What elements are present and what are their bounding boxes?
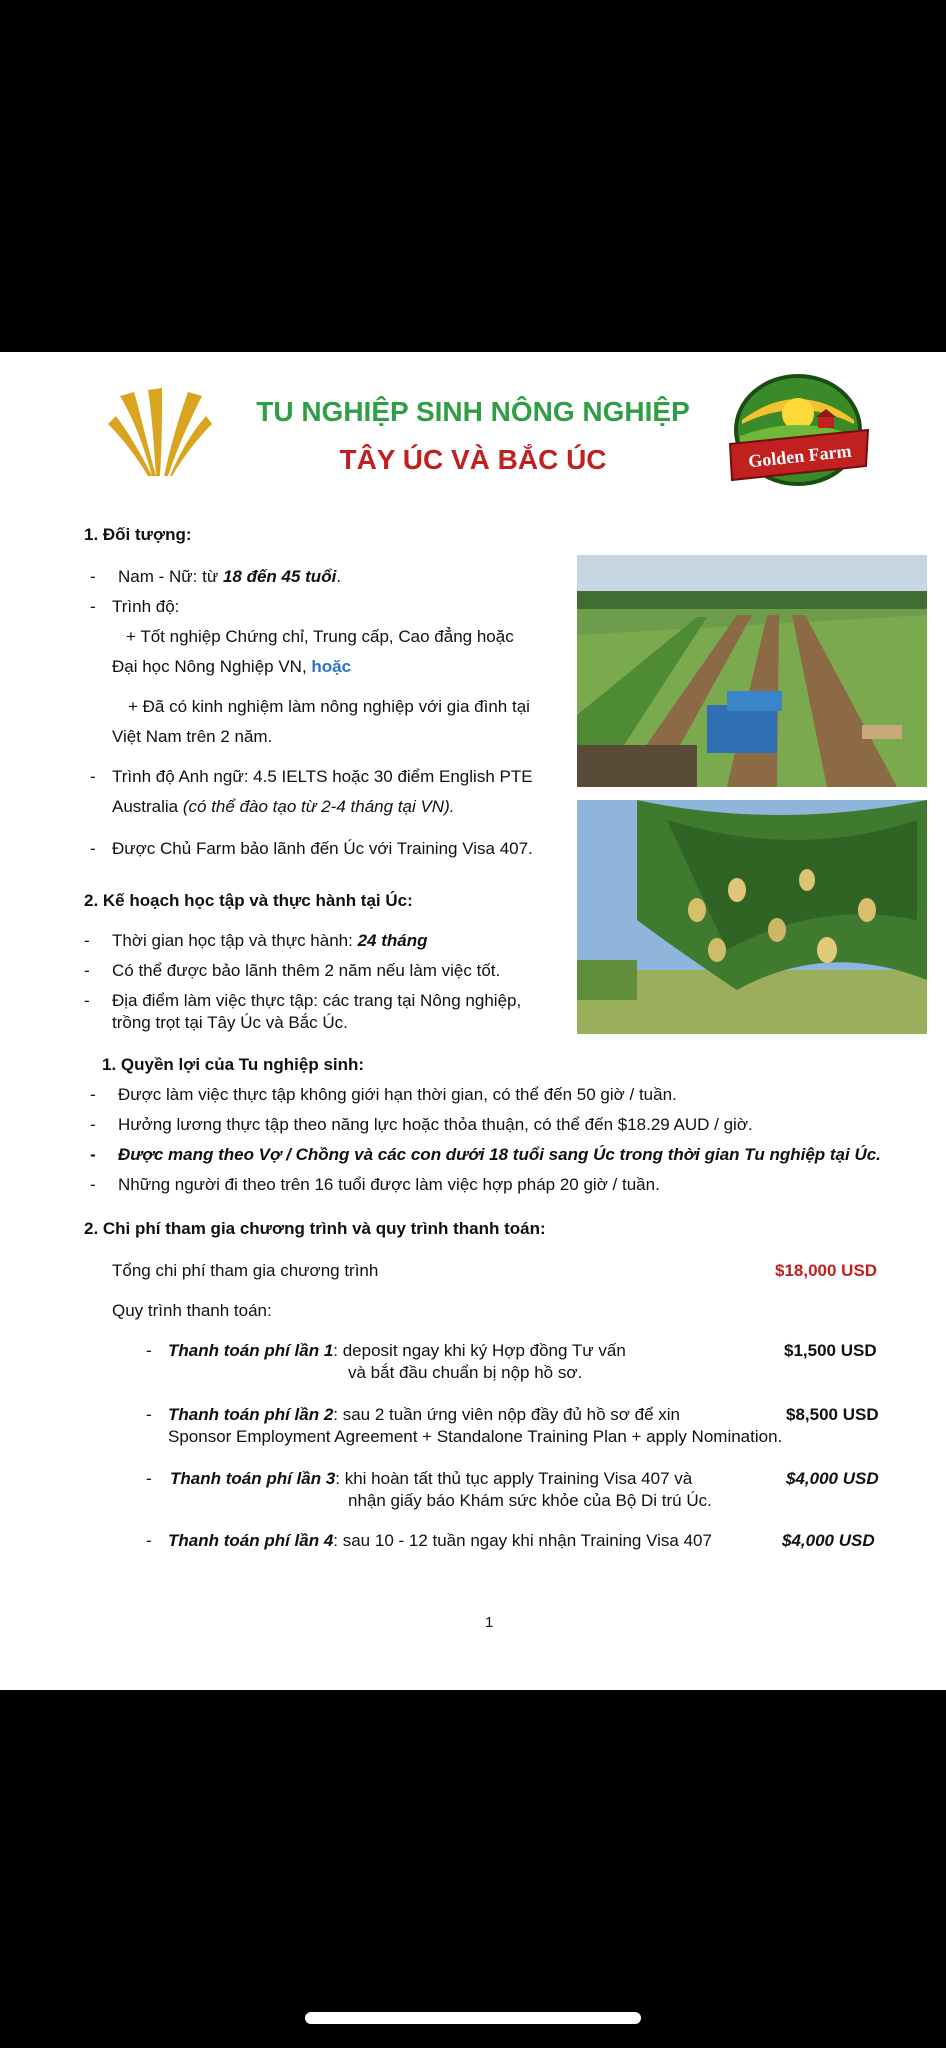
- home-indicator[interactable]: [305, 2012, 641, 2024]
- payment-1-amount: $1,500 USD: [784, 1341, 877, 1360]
- sponsor-line: Được Chủ Farm bảo lãnh đến Úc với Training Visa 407.: [112, 839, 533, 858]
- payment-2-line2: Sponsor Employment Agreement + Standalone Training Plan + apply Nomination.: [168, 1427, 783, 1446]
- farm-field-photo: [577, 555, 927, 787]
- section1-heading: 1. Đối tượng:: [84, 525, 192, 544]
- age-requirement: Nam - Nữ: từ 18 đến 45 tuổi.: [118, 567, 342, 586]
- location-line1: Địa điểm làm việc thực tập: các trang tại Nông nghiệp,: [112, 991, 522, 1010]
- document-page: TU NGHIỆP SINH NÔNG NGHIỆP TÂY ÚC VÀ BẮC ÚC Golden Farm 1. Đối tượng: - Nam - Nữ: từ 18 đến 45 tuổi. - Trình độ: + Tốt nghiệp Chứng chỉ, Trung cấp, Cao đẳng hoặc Đại học Nông Nghiệp VN, hoặc + Đã có kinh nghiệm làm nông nghiệp với gia đình tại Việt Nam trên 2 năm. - Trình độ Anh ngữ: 4.5 IELTS hoặc 30 điểm English PTE Australia (có thể đào tạo từ 2-4 tháng tại VN). - Được Chủ Farm bảo lãnh đến Úc với Training Visa 407. 2. Kế hoạch học tập và thực hành tại Úc: - Thời gian học tập và thực hành: 24 tháng - Có thể được bảo lãnh thêm 2 năm nếu làm việc tốt. - Địa điểm làm việc thực tập: các trang tại Nông nghiệp, trồng trọt tại Tây Úc và Bắc Úc. 1. Quyền lợi của Tu nghiệp sinh: - Được làm việc thực tập không giới hạn thời gian, có thể đến 50 giờ / tuần. - Hưởng lương thực tập theo năng lực hoặc thỏa thuận, có thể đến $18.29 AUD / giờ. - Được mang theo Vợ / Chồng và các con dưới 18 tuổi sang Úc trong thời gian Tu nghiệp tại Úc. - Những người đi theo trên 16 tuổi được làm việc hợp pháp 20 giờ / tuần. 2. Chi phí tham gia chương trình và quy trình thanh toán: Tổng chi phí tham gia chương trình $18,000 USD Quy trình thanh toán: - Thanh toán phí lần 1: deposit ngay khi ký Hợp đồng Tư vấn và bắt đầu chuẩn bị nộp hồ sơ. $1,500 USD - Thanh toán phí lần 2: sau 2 tuần ứng viên nộp đầy đủ hồ sơ để xin Sponsor Employment Agreement + Standalone Training Plan + apply Nomination. $8,500 USD - Thanh toán phí lần 3: khi hoàn tất thủ tục apply Training Visa 407 và nhận giấy báo Khám sức khỏe của Bộ Di trú Úc. $4,000 USD - Thanh toán phí lần 4: sau 10 - 12 tuần ngay khi nhận Training Visa 407 $4,000 USD 1: [0, 352, 946, 1690]
- duration-line: Thời gian học tập và thực hành: 24 tháng: [112, 931, 428, 950]
- payment-1-line1: Thanh toán phí lần 1: deposit ngay khi ký Hợp đồng Tư vấn: [168, 1341, 626, 1360]
- edu-option-2-line1: + Đã có kinh nghiệm làm nông nghiệp với gia đình tại: [128, 697, 530, 716]
- payment-4-line1: Thanh toán phí lần 4: sau 10 - 12 tuần ngay khi nhận Training Visa 407: [168, 1531, 712, 1550]
- total-cost-value: $18,000 USD: [775, 1261, 878, 1280]
- section4-heading: 2. Chi phí tham gia chương trình và quy trình thanh toán:: [84, 1219, 546, 1238]
- title-line-2: TÂY ÚC VÀ BẮC ÚC: [339, 444, 607, 475]
- payment-4-amount: $4,000 USD: [782, 1531, 875, 1550]
- payment-process-label: Quy trình thanh toán:: [112, 1301, 272, 1320]
- mango-tree-photo: [577, 800, 927, 1034]
- english-line2: Australia (có thể đào tạo từ 2-4 tháng tại VN).: [112, 797, 455, 816]
- extension-line: Có thể được bảo lãnh thêm 2 năm nếu làm việc tốt.: [112, 961, 501, 980]
- payment-3-line2: nhận giấy báo Khám sức khỏe của Bộ Di trú Úc.: [348, 1491, 712, 1510]
- payment-1-line2: và bắt đầu chuẩn bị nộp hồ sơ.: [348, 1363, 583, 1382]
- benefit-item: Những người đi theo trên 16 tuổi được làm việc hợp pháp 20 giờ / tuần.: [118, 1175, 660, 1194]
- benefit-item: Hưởng lương thực tập theo năng lực hoặc thỏa thuận, có thể đến $18.29 AUD / giờ.: [118, 1115, 753, 1134]
- benefit-item: Được làm việc thực tập không giới hạn thời gian, có thể đến 50 giờ / tuần.: [118, 1085, 677, 1104]
- english-line1: Trình độ Anh ngữ: 4.5 IELTS hoặc 30 điểm English PTE: [112, 767, 533, 786]
- total-cost-label: Tổng chi phí tham gia chương trình: [112, 1261, 379, 1280]
- payment-2-amount: $8,500 USD: [786, 1405, 879, 1424]
- title-line-1: TU NGHIỆP SINH NÔNG NGHIỆP: [256, 396, 690, 427]
- payment-3-amount: $4,000 USD: [786, 1469, 879, 1488]
- payment-3-line1: Thanh toán phí lần 3: khi hoàn tất thủ tục apply Training Visa 407 và: [170, 1469, 693, 1488]
- location-line2: trồng trọt tại Tây Úc và Bắc Úc.: [112, 1013, 348, 1032]
- section3-heading: 1. Quyền lợi của Tu nghiệp sinh:: [102, 1055, 365, 1074]
- edu-option-1-line1: + Tốt nghiệp Chứng chỉ, Trung cấp, Cao đẳng hoặc: [126, 627, 514, 646]
- edu-option-1-line2: Đại học Nông Nghiệp VN, hoặc: [112, 657, 352, 676]
- golden-farm-logo: [726, 374, 872, 492]
- payment-2-line1: Thanh toán phí lần 2: sau 2 tuần ứng viên nộp đầy đủ hồ sơ để xin: [168, 1405, 680, 1424]
- section2-heading: 2. Kế hoạch học tập và thực hành tại Úc:: [84, 891, 413, 910]
- golden-farm-logo-text: Golden Farm: [747, 440, 853, 472]
- education-label: Trình độ:: [112, 597, 180, 616]
- benefit-item-family: Được mang theo Vợ / Chồng và các con dưới 18 tuổi sang Úc trong thời gian Tu nghiệp tại Úc.: [118, 1145, 881, 1164]
- edu-option-2-line2: Việt Nam trên 2 năm.: [112, 727, 273, 746]
- page-number: 1: [485, 1614, 494, 1631]
